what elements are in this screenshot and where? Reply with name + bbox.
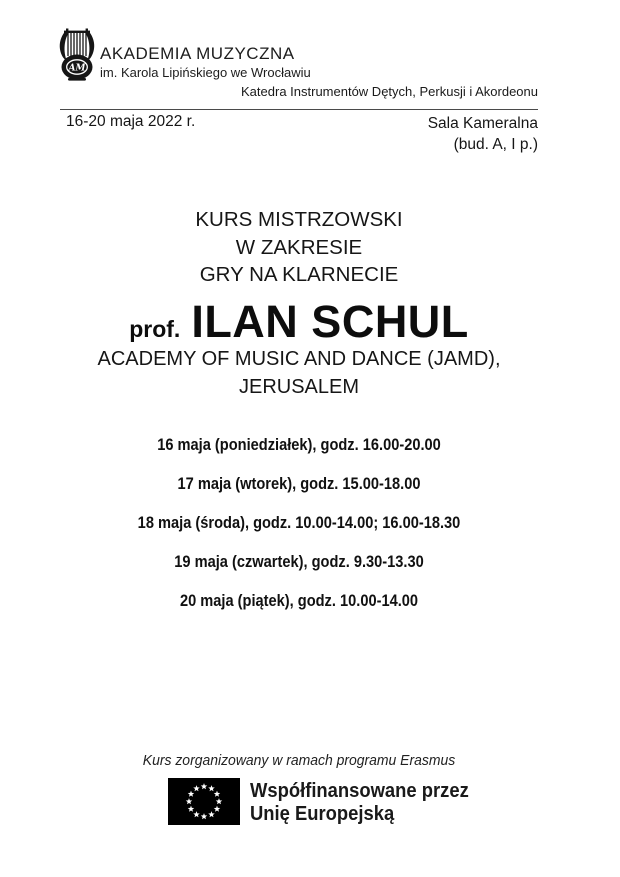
- schedule-day-4: 19 maja (czwartek), godz. 9.30-13.30: [174, 552, 424, 571]
- schedule-day-1: 16 maja (poniedziałek), godz. 16.00-20.00: [157, 435, 441, 454]
- eu-funding-line2: Unię Europejską: [250, 802, 395, 825]
- erasmus-note: Kurs zorganizowany w ramach programu Erasmus: [142, 752, 456, 769]
- affiliation: [0, 346, 598, 401]
- venue-hall: Sala Kameralna: [427, 115, 538, 132]
- course-title: [0, 206, 598, 289]
- venue: [428, 113, 538, 155]
- venue-building: (bud. A, I p.): [453, 136, 538, 153]
- eu-flag-icon: [168, 778, 240, 825]
- eu-funding: [168, 778, 488, 825]
- department-line: Katedra Instrumentów Dętych, Perkusji i Akordeonu: [241, 84, 538, 99]
- professor-name: ILAN SCHUL: [191, 296, 469, 347]
- schedule: [0, 434, 598, 629]
- schedule-day-2: 17 maja (wtorek), godz. 15.00-18.00: [177, 474, 421, 493]
- event-date-range: 16-20 maja 2022 r.: [66, 113, 196, 130]
- course-title-line2: W ZAKRESIE: [235, 235, 363, 259]
- header-divider: [60, 109, 538, 110]
- logo-monogram: AM: [68, 63, 86, 74]
- lyre-icon: [56, 28, 98, 81]
- eu-funding-line1: Współfinansowane przez: [250, 780, 469, 802]
- brand-text: [100, 44, 311, 81]
- professor-prefix: prof.: [129, 316, 181, 342]
- schedule-day-5: 20 maja (piątek), godz. 10.00-14.00: [179, 591, 419, 610]
- org-subtitle: im. Karola Lipińskiego we Wrocławiu: [100, 65, 311, 80]
- course-title-line1: KURS MISTRZOWSKI: [195, 208, 403, 231]
- affiliation-line2: JERUSALEM: [238, 375, 360, 398]
- org-name: AKADEMIA MUZYCZNA: [100, 44, 295, 63]
- schedule-day-3: 18 maja (środa), godz. 10.00-14.00; 16.00-18.30: [137, 513, 461, 532]
- affiliation-line1: ACADEMY OF MUSIC AND DANCE (JAMD),: [97, 348, 501, 370]
- course-title-line3: GRY NA KLARNECIE: [199, 263, 399, 286]
- eu-funding-text: [250, 780, 469, 825]
